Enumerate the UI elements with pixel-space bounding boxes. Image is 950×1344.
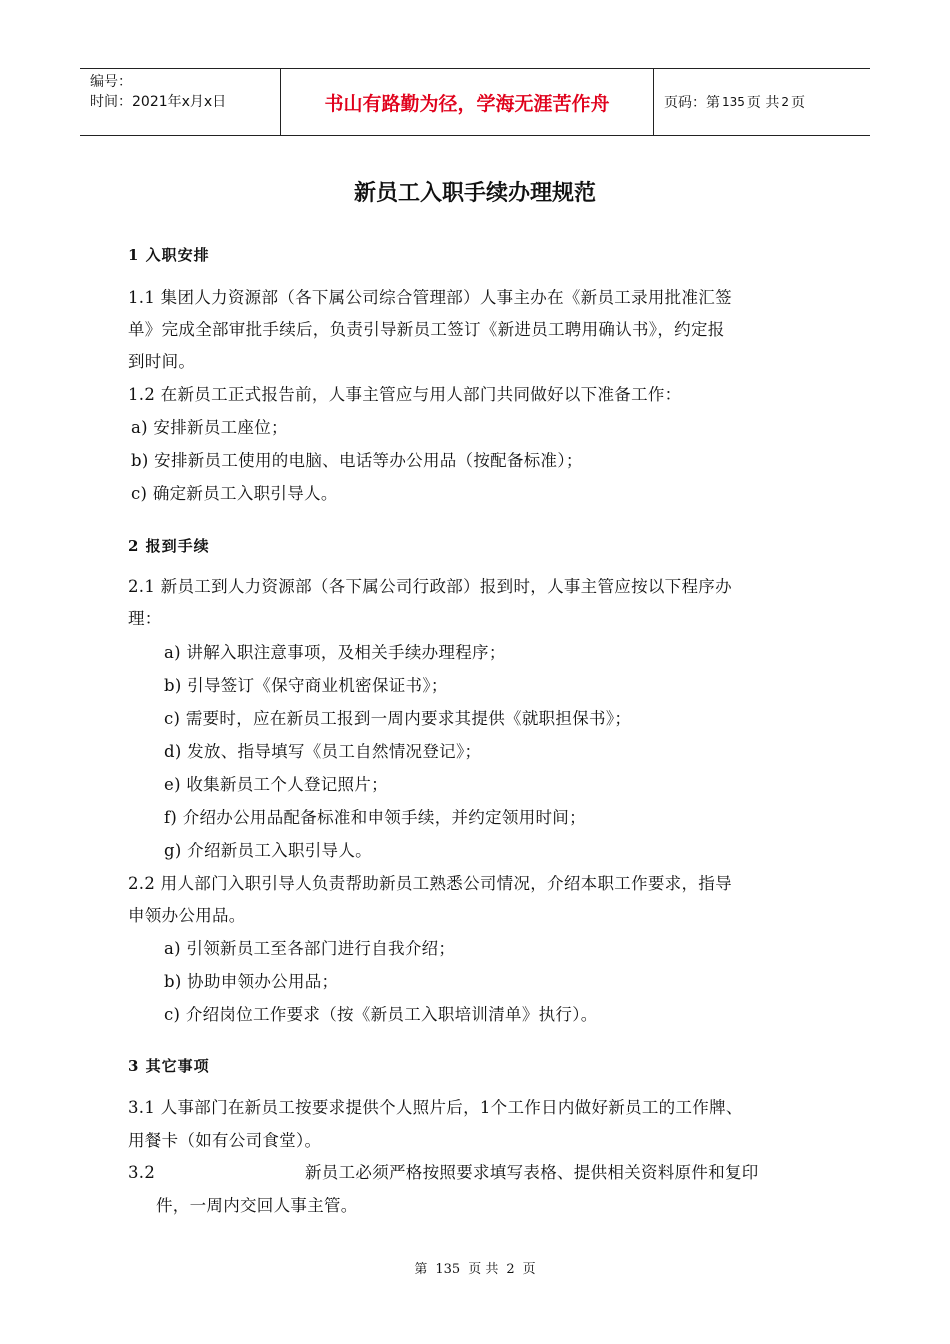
paragraph-3-2-line-1: 新员工必须严格按照要求填写表格、提供相关资料原件和复印 xyxy=(305,1163,759,1182)
list-item: c) 需要时，应在新员工报到一周内要求其提供《就职担保书》； xyxy=(164,709,632,728)
header-table xyxy=(80,68,870,136)
list-item: f) 介绍办公用品配备标准和申领手续，并约定领用时间； xyxy=(164,808,586,827)
list-item: c) 介绍岗位工作要求（按《新员工入职培训清单》执行）。 xyxy=(164,1005,598,1024)
list-item: b) 引导签订《保守商业机密保证书》； xyxy=(164,676,448,695)
list-item: b) 协助申领办公用品； xyxy=(164,972,339,991)
footer-page-number: 135 xyxy=(435,1262,461,1277)
footer-prefix: 第 xyxy=(414,1262,428,1277)
paragraph-1-1-line-3: 到时间。 xyxy=(128,352,196,371)
page-number: 135 xyxy=(722,95,745,109)
paragraph-2-2-line-1: 2.2 用人部门入职引导人负责帮助新员工熟悉公司情况，介绍本职工作要求，指导 xyxy=(128,874,732,893)
paragraph-2-2-line-2: 申领办公用品。 xyxy=(128,906,246,925)
list-item: g) 介绍新员工入职引导人。 xyxy=(164,841,372,860)
list-item: d) 发放、指导填写《员工自然情况登记》； xyxy=(164,742,482,761)
page-prefix: 页码：第 xyxy=(664,95,720,111)
page-total: 2 xyxy=(781,95,789,109)
paragraph-3-2-line-2: 件，一周内交回人事主管。 xyxy=(156,1196,358,1215)
paragraph-1-1-line-1: 1.1 集团人力资源部（各下属公司综合管理部）人事主办在《新员工录用批准汇签 xyxy=(128,288,732,307)
document-number-label: 编号： xyxy=(90,74,132,90)
footer-page-total: 2 xyxy=(506,1262,515,1277)
header-motto: 书山有路勤为径，学海无涯苦作舟 xyxy=(280,69,654,135)
list-item: a) 讲解入职注意事项，及相关手续办理程序； xyxy=(164,643,506,662)
document-date: 时间：2021年x月x日 xyxy=(90,94,227,110)
paragraph-3-1-line-1: 3.1 人事部门在新员工按要求提供个人照片后，1个工作日内做好新员工的工作牌、 xyxy=(128,1098,743,1117)
footer-suffix: 页 xyxy=(522,1262,536,1277)
list-item: c) 确定新员工入职引导人。 xyxy=(131,484,338,503)
header-meta xyxy=(80,69,280,135)
paragraph-2-1-line-1: 2.1 新员工到人力资源部（各下属公司行政部）报到时，人事主管应按以下程序办 xyxy=(128,577,732,596)
paragraph-1-1-line-2: 单》完成全部审批手续后，负责引导新员工签订《新进员工聘用确认书》，约定报 xyxy=(128,320,725,339)
list-item: e) 收集新员工个人登记照片； xyxy=(164,775,388,794)
header-page-info xyxy=(654,69,870,135)
paragraph-1-2: 1.2 在新员工正式报告前，人事主管应与用人部门共同做好以下准备工作： xyxy=(128,385,682,404)
list-item: b) 安排新员工使用的电脑、电话等办公用品（按配备标准）； xyxy=(131,451,583,470)
section-2-heading: 2 报到手续 xyxy=(128,537,210,555)
list-item: a) 引领新员工至各部门进行自我介绍； xyxy=(164,939,456,958)
paragraph-2-1-line-2: 理： xyxy=(128,609,162,628)
section-1-heading: 1 入职安排 xyxy=(128,246,210,264)
page-mid: 页 共 xyxy=(746,95,780,111)
document-title: 新员工入职手续办理规范 xyxy=(353,181,596,206)
paragraph-3-1-line-2: 用餐卡（如有公司食堂）。 xyxy=(128,1131,322,1150)
paragraph-3-2-number: 3.2 xyxy=(128,1163,156,1182)
section-3-heading: 3 其它事项 xyxy=(128,1057,210,1075)
page-suffix: 页 xyxy=(791,95,805,111)
page-footer xyxy=(0,1258,950,1277)
list-item: a) 安排新员工座位； xyxy=(131,418,288,437)
footer-mid: 页 共 xyxy=(468,1262,499,1277)
